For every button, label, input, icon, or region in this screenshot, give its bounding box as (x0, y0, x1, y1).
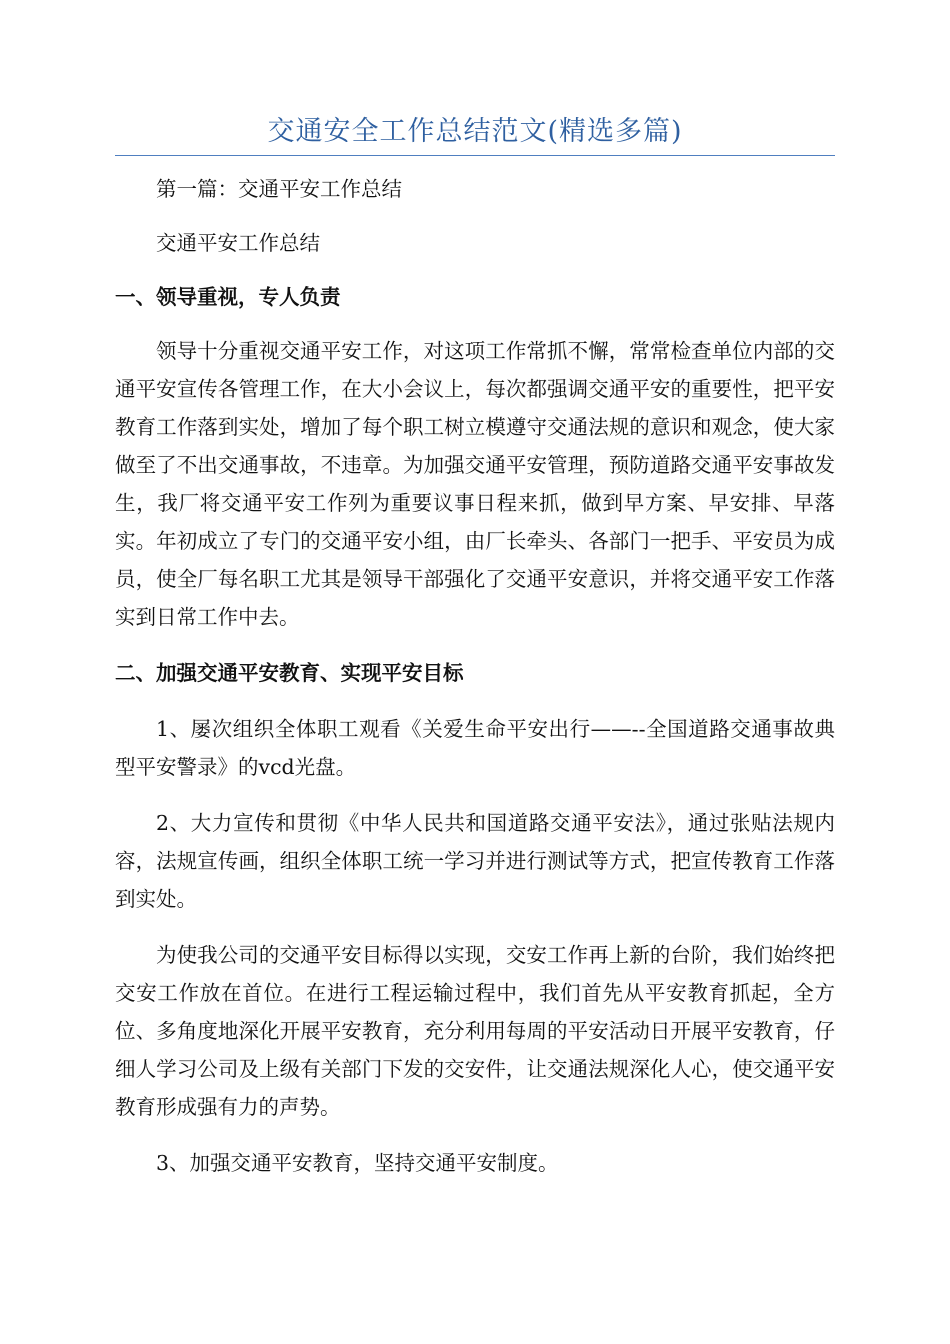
heading-one: 一、领导重视，专人负责 (115, 285, 341, 309)
paragraph-safety-goal: 为使我公司的交通平安目标得以实现，交安工作再上新的台阶，我们始终把交安工作放在首位。在进行工程运输过程中，我们首先从平安教育抓起，全方位、多角度地深化开展平安教育，充分利用每周的平安活动日开展平安教育，仔细人学习公司及上级有关部门下发的交安件，让交通法规深化人心，使交通平安教育形成强有力的声势。 (115, 943, 835, 1119)
list-item-3: 3、加强交通平安教育，坚持交通平安制度。 (156, 1151, 559, 1175)
subtitle: 交通平安工作总结 (156, 231, 320, 255)
document-title: 交通安全工作总结范文(精选多篇) (267, 116, 683, 147)
heading-two: 二、加强交通平安教育、实现平安目标 (115, 661, 464, 685)
section-title-part-one: 第一篇：交通平安工作总结 (156, 177, 402, 201)
paragraph-leadership: 领导十分重视交通平安工作，对这项工作常抓不懈，常常检查单位内部的交通平安宣传各管理工作，在大小会议上，每次都强调交通平安的重要性，把平安教育工作落到实处，增加了每个职工树立模遵守交通法规的意识和观念，使大家做至了不出交通事故，不违章。为加强交通平安管理，预防道路交通平安事故发生，我厂将交通平安工作列为重要议事日程来抓，做到早方案、早安排、早落实。年初成立了专门的交通平安小组，由厂长牵头、各部门一把手、平安员为成员，使全厂每名职工尤其是领导干部强化了交通平安意识，并将交通平安工作落实到日常工作中去。 (115, 339, 835, 629)
list-item-1: 1、屡次组织全体职工观看《关爱生命平安出行——--全国道路交通事故典型平安警录》的vcd光盘。 (115, 717, 835, 779)
list-item-2: 2、大力宣传和贯彻《中华人民共和国道路交通平安法》，通过张贴法规内容，法规宣传画，组织全体职工统一学习并进行测试等方式，把宣传教育工作落到实处。 (115, 811, 835, 911)
title-block (115, 112, 835, 156)
document-body (115, 170, 835, 1182)
